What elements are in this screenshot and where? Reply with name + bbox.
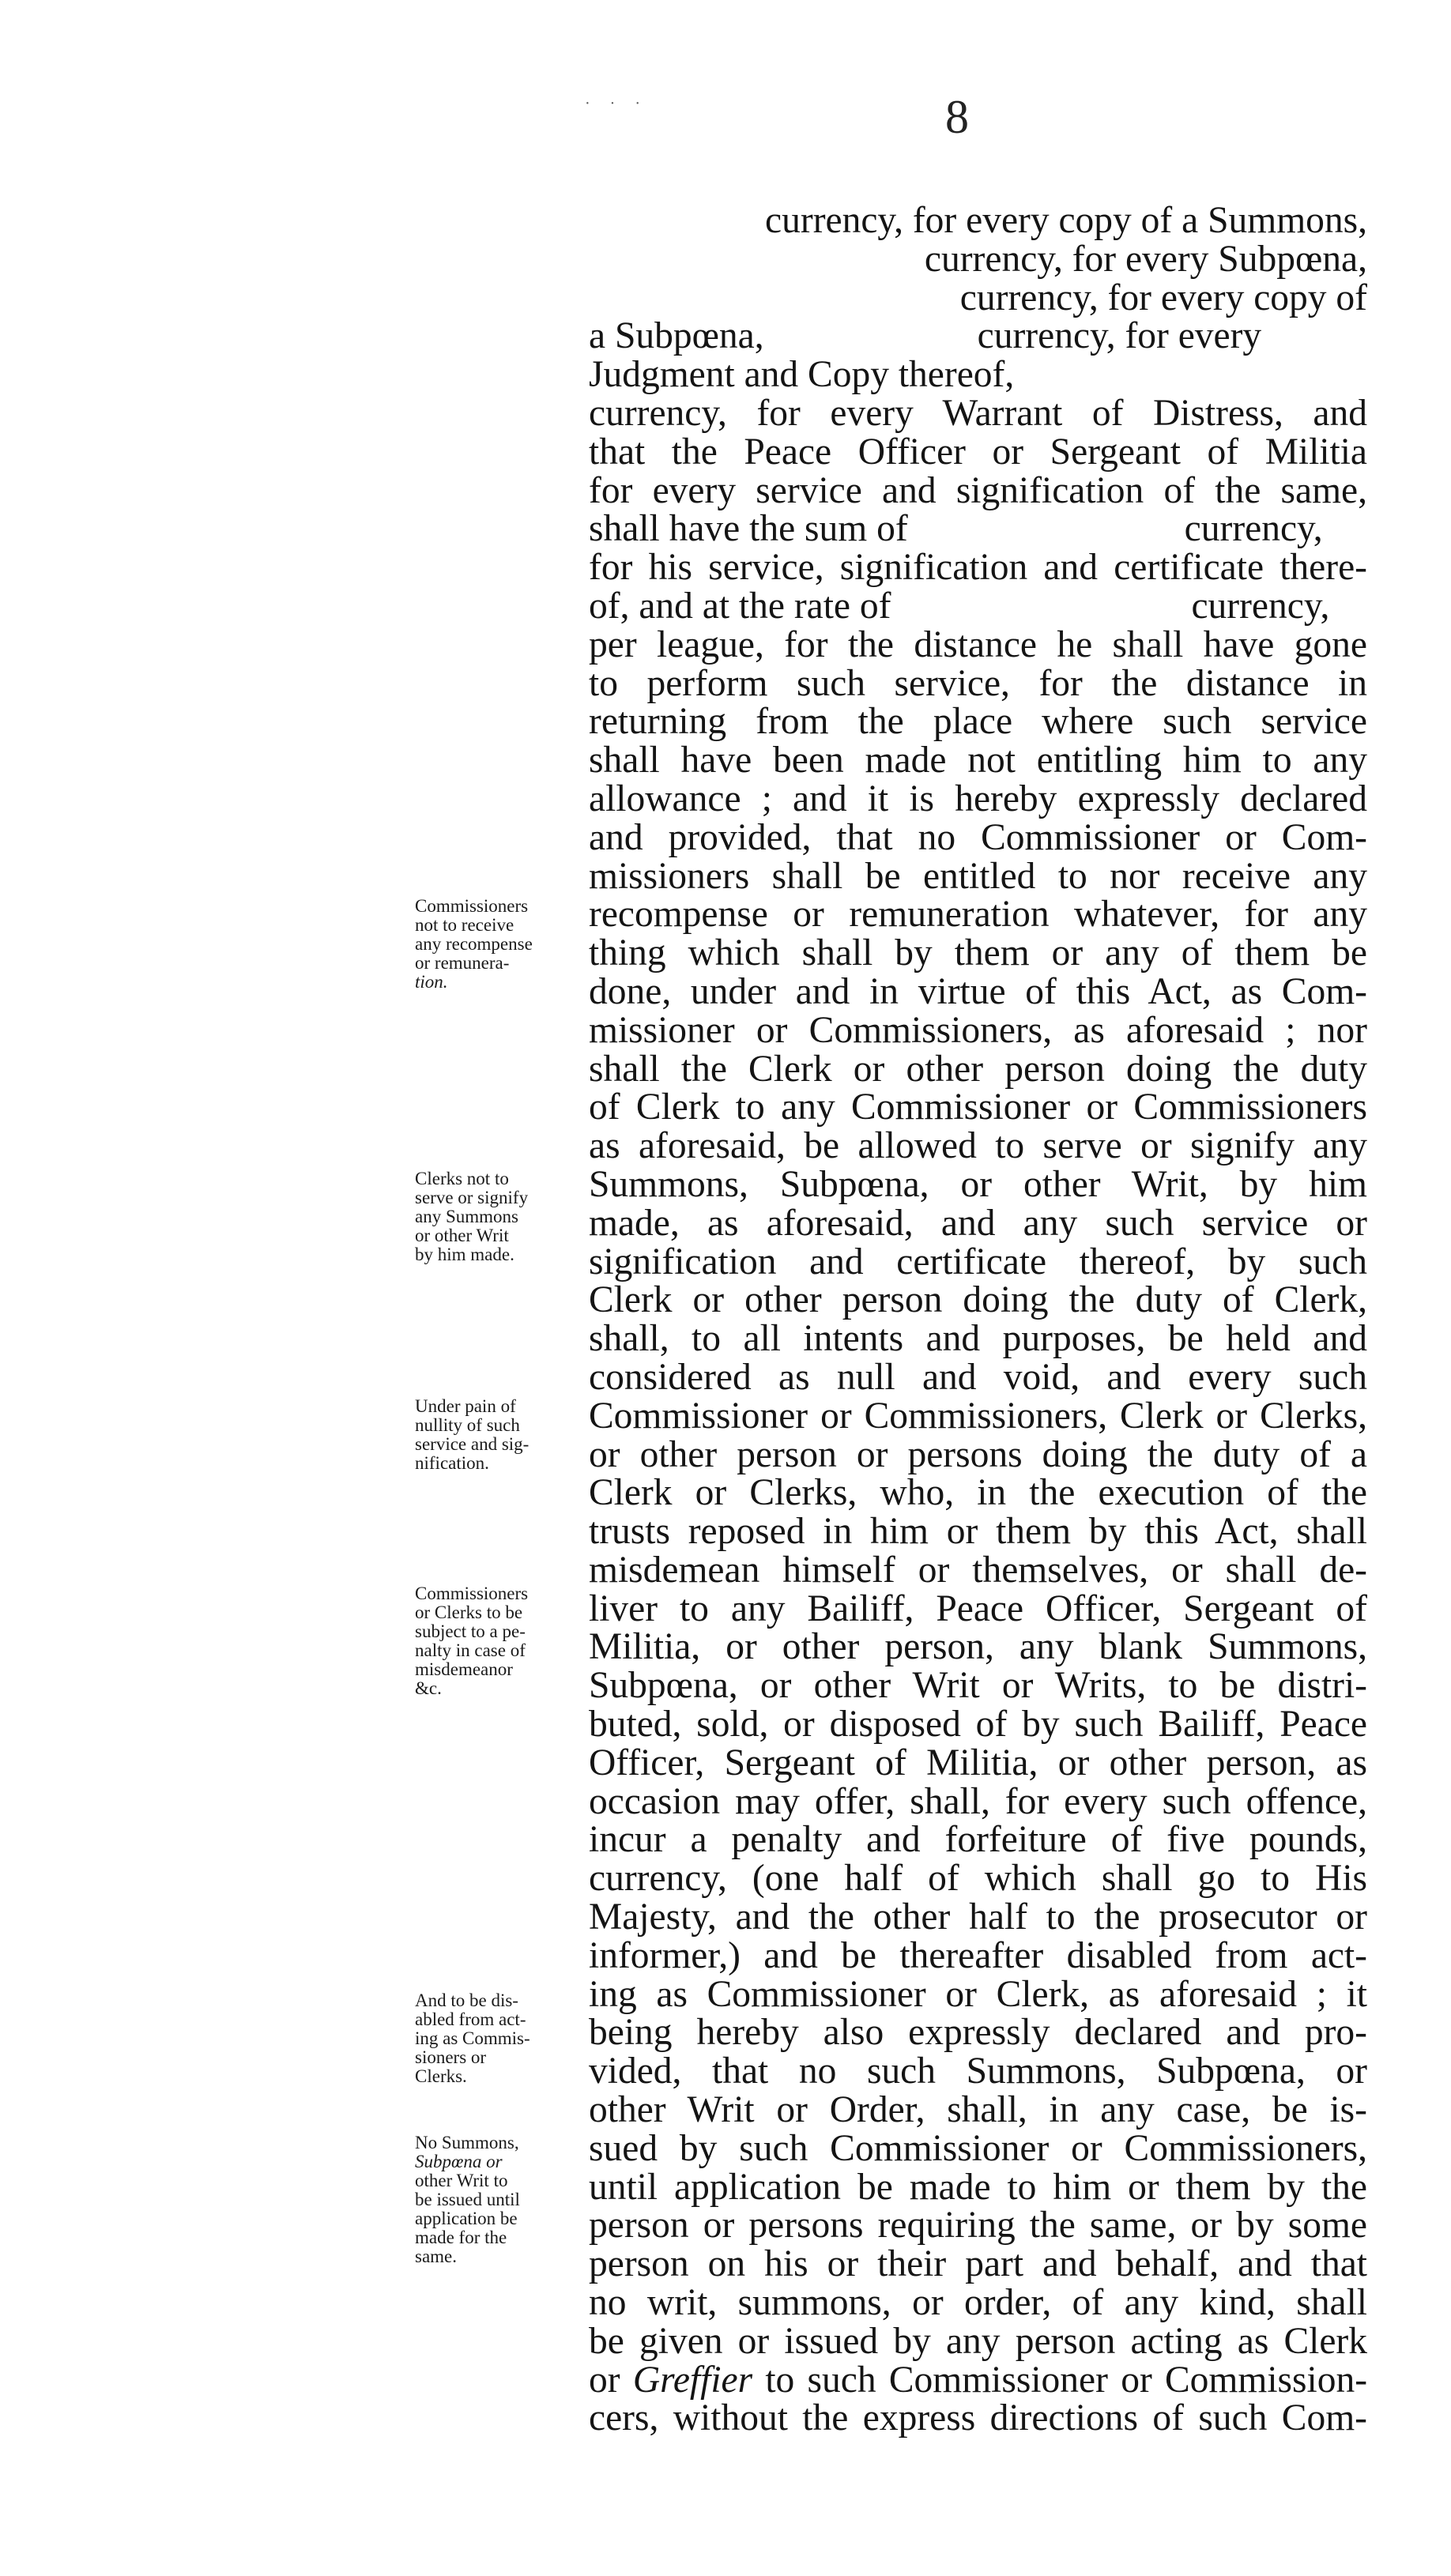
body-line: occasion may offer, shall, for every such offence,: [589, 1780, 1367, 1822]
body-line: [589, 587, 1367, 626]
body-line-text: of, and at the rate of: [589, 585, 891, 627]
body-line: Clerk or Clerks, who, in the execution of the: [589, 1472, 1367, 1514]
body-line: allowance ; and it is hereby expressly declared: [589, 778, 1367, 819]
body-line: Majesty, and the other half to the prosecutor or: [589, 1896, 1367, 1938]
body-line: missioner or Commissioners, as aforesaid ; nor: [589, 1009, 1367, 1051]
margin-note-line: Under pain of: [415, 1396, 516, 1416]
body-line: until application be made to him or them by the: [589, 2166, 1367, 2208]
margin-note-line: misdemeanor: [415, 1659, 513, 1679]
body-line: trusts reposed in him or them by this Act, shall: [589, 1511, 1367, 1553]
body-line: for every service and signification of the same,: [589, 469, 1367, 511]
body-line-text: a Subpœna,: [589, 315, 764, 357]
body-line: person on his or their part and behalf, and that: [589, 2243, 1367, 2285]
body-line: to perform such service, for the distance in: [589, 662, 1367, 704]
body-line: misdemean himself or themselves, or shall de-: [589, 1549, 1367, 1591]
margin-note-penalty-misdemeanor: [415, 1584, 577, 1698]
body-line-text: currency,: [1184, 508, 1323, 550]
body-line-text: to such Commissioner or Commission-: [765, 2359, 1368, 2401]
margin-note-line: And to be dis-: [415, 1990, 518, 2010]
margin-note-line: Commissioners: [415, 896, 529, 916]
margin-note-under-pain-nullity: [415, 1397, 577, 1473]
body-line: person or persons requiring the same, or by some: [589, 2205, 1367, 2246]
margin-note-line: any recompense: [415, 934, 533, 954]
body-line-text: or: [589, 2359, 620, 2401]
body-line-text: currency,: [1191, 585, 1330, 627]
body-line: Judgment and Copy thereof,: [589, 354, 1015, 396]
body-text: [589, 201, 1367, 2438]
body-line: and provided, that no Commissioner or Com-: [589, 816, 1367, 858]
body-line: currency, for every Subpœna,: [924, 238, 1367, 280]
body-line: of Clerk to any Commissioner or Commissioners: [589, 1087, 1367, 1128]
margin-note-line: tion.: [415, 972, 448, 992]
margin-note-line: any Summons: [415, 1207, 518, 1226]
margin-note-line: other Writ to: [415, 2171, 508, 2190]
margin-note-line: service and sig-: [415, 1434, 530, 1454]
margin-note-line: be issued until: [415, 2190, 520, 2209]
margin-note-line: not to receive: [415, 915, 514, 935]
body-line: currency, (one half of which shall go to His: [589, 1858, 1367, 1900]
margin-note-line: or remunera-: [415, 953, 510, 973]
body-line: Subpœna, or other Writ or Writs, to be distri-: [589, 1665, 1367, 1707]
body-line: informer,) and be thereafter disabled from act-: [589, 1934, 1367, 1976]
body-line: as aforesaid, be allowed to serve or signify any: [589, 1125, 1367, 1167]
margin-note-commissioners-no-recompense: [415, 897, 577, 992]
body-line: signification and certificate thereof, by such: [589, 1241, 1367, 1282]
margin-note-line: serve or signify: [415, 1188, 529, 1207]
body-line: Summons, Subpœna, or other Writ, by him: [589, 1163, 1367, 1205]
margin-note-line: abled from act-: [415, 2009, 526, 2029]
body-line: [589, 2361, 1367, 2400]
body-line: for his service, signification and certificate there-: [589, 547, 1367, 589]
page-specks: · · ·: [585, 95, 648, 112]
body-line: Commissioner or Commissioners, Clerk or Clerks,: [589, 1395, 1367, 1437]
body-line: other Writ or Order, shall, in any case, be is-: [589, 2089, 1367, 2131]
margin-note-line: nalty in case of: [415, 1640, 526, 1660]
body-line: currency, for every copy of: [959, 277, 1367, 318]
body-line: thing which shall by them or any of them be: [589, 932, 1367, 974]
body-line: or other person or persons doing the duty of a: [589, 1433, 1367, 1475]
body-line: Clerk or other person doing the duty of Clerk,: [589, 1279, 1367, 1321]
body-line: considered as null and void, and every such: [589, 1356, 1367, 1398]
margin-note-line: Subpœna or: [415, 2152, 503, 2171]
margin-note-clerks-not-serve: [415, 1169, 577, 1264]
margin-note-line: or other Writ: [415, 1226, 509, 1245]
margin-note-line: nullity of such: [415, 1415, 520, 1435]
body-line: per league, for the distance he shall have gone: [589, 623, 1367, 665]
body-line: liver to any Bailiff, Peace Officer, Sergeant of: [589, 1587, 1367, 1629]
margin-note-line: ing as Commis-: [415, 2028, 530, 2048]
body-line: buted, sold, or disposed of by such Bailiff, Peace: [589, 1704, 1367, 1746]
margin-note-line: Clerks.: [415, 2066, 467, 2086]
margin-note-line: No Summons,: [415, 2133, 519, 2152]
body-line: being hereby also expressly declared and pro-: [589, 2012, 1367, 2054]
body-line: currency, for every copy of a Summons,: [765, 200, 1367, 241]
body-line: ing as Commissioner or Clerk, as aforesaid ; it: [589, 1973, 1367, 2015]
body-line: done, under and in virtue of this Act, as Com-: [589, 970, 1367, 1012]
body-line: that the Peace Officer or Sergeant of Militia: [589, 431, 1367, 473]
margin-note-line: application be: [415, 2209, 518, 2228]
greffier-word: Greffier: [632, 2359, 753, 2401]
body-line-text: shall have the sum of: [589, 508, 908, 550]
body-line: sued by such Commissioner or Commissioners,: [589, 2127, 1367, 2169]
margin-note-line: &c.: [415, 1678, 442, 1698]
body-line: [589, 510, 1367, 548]
body-line: cers, without the express directions of such Com-: [589, 2397, 1367, 2439]
body-line: currency, for every Warrant of Distress, and: [589, 392, 1367, 434]
body-line: [589, 317, 1367, 356]
margin-note-line: same.: [415, 2246, 458, 2266]
margin-note-line: made for the: [415, 2228, 507, 2247]
body-line: incur a penalty and forfeiture of five pounds,: [589, 1819, 1367, 1861]
margin-note-no-summons-until-application: [415, 2133, 577, 2266]
body-line: no writ, summons, or order, of any kind, shall: [589, 2282, 1367, 2324]
body-line: vided, that no such Summons, Subpœna, or: [589, 2051, 1367, 2092]
body-line: recompense or remuneration whatever, for any: [589, 894, 1367, 936]
body-line: shall the Clerk or other person doing the duty: [589, 1048, 1367, 1090]
margin-note-line: sioners or: [415, 2047, 487, 2067]
margin-note-disabled-from-acting: [415, 1991, 577, 2086]
body-line: returning from the place where such service: [589, 701, 1367, 743]
body-line: made, as aforesaid, and any such service or: [589, 1202, 1367, 1244]
body-line-text: currency, for every: [977, 315, 1262, 357]
margin-note-line: or Clerks to be: [415, 1602, 523, 1622]
margin-note-line: subject to a pe-: [415, 1621, 526, 1641]
body-line: shall have been made not entitling him to any: [589, 740, 1367, 781]
page-number: 8: [945, 91, 969, 143]
body-line: be given or issued by any person acting as Clerk: [589, 2320, 1367, 2362]
body-line: missioners shall be entitled to nor receive any: [589, 855, 1367, 897]
body-line: shall, to all intents and purposes, be held and: [589, 1318, 1367, 1360]
body-line: Officer, Sergeant of Militia, or other person, as: [589, 1742, 1367, 1783]
margin-note-line: by him made.: [415, 1245, 514, 1264]
margin-note-line: Commissioners: [415, 1584, 529, 1603]
margin-note-line: nification.: [415, 1453, 489, 1473]
margin-note-line: Clerks not to: [415, 1169, 509, 1188]
body-line: Militia, or other person, any blank Summons,: [589, 1626, 1367, 1668]
